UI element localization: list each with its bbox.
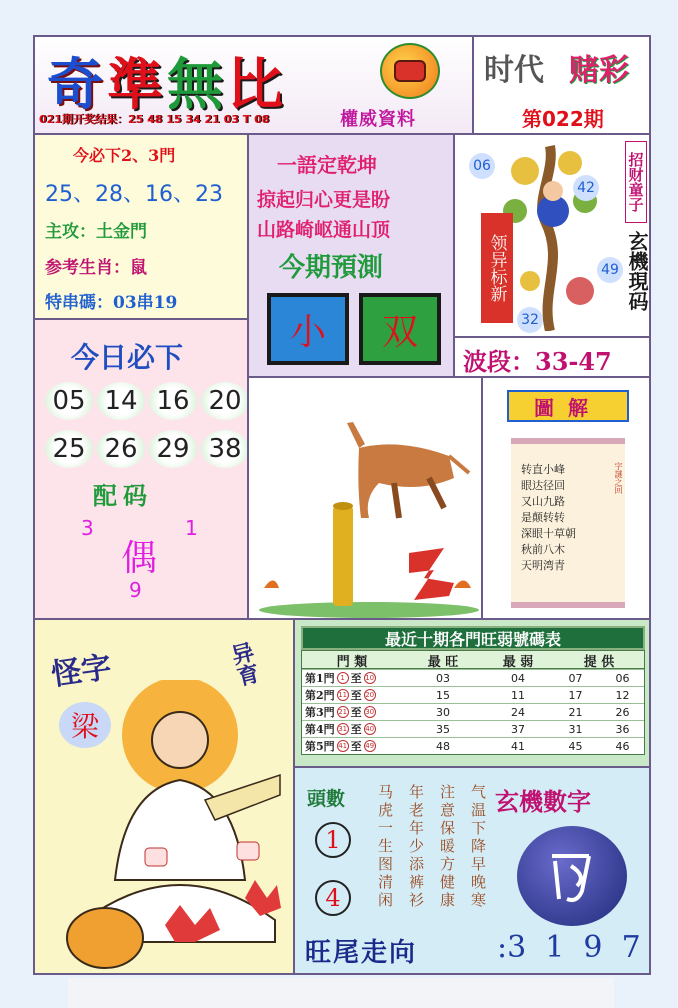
number-ball: 14: [97, 382, 145, 420]
gate-cell: [302, 670, 402, 686]
cold-number: 24: [511, 705, 525, 719]
match-digit-c: 9: [129, 578, 142, 602]
title-char-4: 比: [227, 52, 283, 118]
tail-digits: :3 1 9 7: [497, 930, 641, 965]
scroll-paper: [511, 438, 625, 608]
bottom-strip: [68, 978, 614, 1008]
forecast-box-size: 小: [267, 293, 349, 365]
gate-label: 第2門: [305, 689, 335, 702]
range-to-word: 至: [350, 689, 362, 702]
poem-col: 注意保暖方健康: [438, 784, 456, 910]
provide-number: 36: [615, 722, 630, 736]
header-main: [33, 35, 474, 135]
number-ball: 20: [201, 382, 249, 420]
range-to: 40: [365, 725, 375, 733]
provide-number: 31: [568, 722, 583, 736]
ball-42: 42: [573, 175, 599, 201]
right-title-b: 赌彩: [569, 53, 629, 88]
gate-label: 第3門: [305, 706, 335, 719]
table-row: [302, 686, 644, 703]
table-row: [302, 669, 644, 686]
hot-number: 35: [436, 722, 450, 736]
scroll-line: 秋前八木: [521, 543, 565, 556]
tip-line-4: 参考生肖：鼠: [45, 258, 147, 278]
tail-label: 旺尾走向: [305, 938, 418, 968]
gate-label: 第1門: [305, 672, 335, 685]
hot-number: 30: [436, 705, 450, 719]
scroll-line: 眼达径回: [521, 479, 565, 492]
fist-emblem-icon: [380, 43, 440, 99]
table-title: 最近十期各門旺弱號碼表: [301, 626, 645, 650]
mystic-number-title: 玄機數字: [495, 787, 591, 816]
must-panel: [33, 318, 249, 620]
header-right: [472, 35, 651, 135]
provide-number: 07: [568, 671, 583, 685]
col-provide-header: 提 供: [583, 655, 615, 670]
subtitle: 權威資料: [340, 109, 416, 130]
range-from: 1: [337, 672, 349, 684]
fortune-boy-title: 招财童子: [625, 141, 647, 223]
range-to-word: 至: [350, 706, 362, 719]
table-body: [302, 669, 644, 754]
number-ball: 05: [45, 382, 93, 420]
range-to: 20: [365, 691, 375, 699]
provide-cell: [552, 672, 646, 685]
col-gate-header: 門 類: [336, 655, 368, 670]
range-to-word: 至: [350, 723, 362, 736]
provide-number: 17: [568, 688, 583, 702]
table-panel: [293, 618, 651, 768]
main-title: [47, 41, 283, 121]
result-line: 021期开奖结果：25 48 15 34 21 03 T 08: [39, 113, 270, 126]
boy-panel: [453, 133, 651, 338]
scroll-line: 深眼十草朝: [521, 527, 576, 540]
gate-table: [301, 650, 645, 755]
range-to-word: 至: [350, 672, 362, 685]
range-from: 41: [338, 742, 348, 750]
provide-number: 46: [615, 739, 630, 753]
gate-cell: [302, 738, 402, 754]
right-title-a: 时代: [484, 53, 544, 88]
weird-char-title: 怪字: [49, 649, 114, 693]
tips-panel: [33, 133, 249, 320]
number-ball: 29: [149, 430, 197, 468]
range-to: 49: [365, 742, 375, 750]
provide-number: 21: [568, 705, 583, 719]
number-grid: [45, 382, 243, 468]
bottom-panel: [293, 766, 651, 975]
novel-tag: 领异标新: [481, 213, 513, 323]
number-ball: 25: [45, 430, 93, 468]
table-row: [302, 703, 644, 720]
riddle-panel: [247, 133, 455, 378]
tip-line-2: 25、28、16、23: [45, 182, 223, 207]
hot-number: 03: [436, 671, 450, 685]
riddle-title: 一語定乾坤: [277, 153, 377, 177]
gate-label: 第4門: [305, 723, 335, 736]
monk-panel: [33, 618, 295, 975]
must-title: 今日必下: [71, 341, 184, 374]
riddle-line-1: 掠起归心更是盼: [257, 189, 391, 211]
forecast-box-parity: 双: [359, 293, 441, 365]
scroll-line: 又山九路: [521, 495, 565, 508]
donkey-panel: [247, 376, 483, 620]
poem-block: [375, 784, 489, 910]
provide-number: 06: [615, 671, 630, 685]
poem-col: 马虎一生图清闲: [376, 784, 394, 910]
ball-32: 32: [517, 307, 543, 333]
cold-number: 11: [511, 688, 525, 702]
match-title: 配码: [93, 481, 153, 510]
provide-cell: [552, 689, 646, 702]
match-big-char: 偶: [121, 538, 158, 579]
weird-char-badge: 梁: [59, 702, 111, 748]
head-digit-1: 1: [315, 822, 351, 858]
scroll-title: 圖解: [507, 390, 629, 422]
title-char-1: 奇: [47, 52, 103, 118]
col-cold-header: 最 弱: [502, 655, 534, 670]
tip-line-1: 今必下2、3門: [73, 146, 176, 165]
provide-number: 12: [615, 688, 630, 702]
number-ball: 26: [97, 430, 145, 468]
ball-06: 06: [469, 153, 495, 179]
provide-cell: [552, 723, 646, 736]
scroll-panel: [481, 376, 651, 620]
provide-cell: [552, 740, 646, 753]
head-label: 頭數: [307, 788, 346, 810]
number-ball: 16: [149, 382, 197, 420]
number-ball: 38: [201, 430, 249, 468]
range-to: 30: [365, 708, 375, 716]
wave-band: 波段：33-47: [453, 336, 651, 378]
table-row: [302, 737, 644, 754]
match-digit-a: 3: [81, 516, 94, 540]
scroll-line: 转直小峰: [521, 463, 565, 476]
scroll-line: 是颠转转: [521, 511, 565, 524]
scroll-side-note: 字謎之回: [614, 462, 623, 494]
col-hot-header: 最 旺: [427, 655, 459, 670]
ball-49: 49: [597, 257, 623, 283]
tip-line-3: 主攻：土金門: [45, 222, 147, 242]
cold-number: 04: [511, 671, 525, 685]
scroll-line: 天明湾青: [521, 559, 565, 572]
head-digit-2: 4: [315, 880, 351, 916]
hot-number: 15: [436, 688, 450, 702]
weird-char-title-right: 异育: [226, 639, 262, 689]
donkey-illustration: [249, 378, 481, 618]
range-from: 21: [338, 708, 348, 716]
tip-line-5: 特串碼：03串19: [45, 293, 178, 313]
mystic-code-vertical: 玄機現码: [625, 231, 649, 311]
gate-cell: [302, 687, 402, 703]
range-to: 10: [365, 674, 375, 682]
provide-number: 26: [615, 705, 630, 719]
title-char-3: 無: [167, 52, 223, 118]
table-row: [302, 720, 644, 737]
hot-number: 48: [436, 739, 450, 753]
range-from: 31: [338, 725, 348, 733]
match-digit-b: 1: [185, 516, 198, 540]
cold-number: 37: [511, 722, 525, 736]
cold-number: 41: [511, 739, 525, 753]
range-to-word: 至: [350, 740, 362, 753]
range-from: 11: [338, 691, 348, 699]
poem-col: 年老年少添裤衫: [407, 784, 425, 910]
provide-cell: [552, 706, 646, 719]
provide-number: 45: [568, 739, 583, 753]
forecast-label: 今期預測: [279, 253, 384, 283]
poem-col: 气温下降早晚寒: [469, 784, 487, 910]
monk-illustration: [55, 680, 285, 970]
mystic-glyph-icon: [537, 841, 607, 911]
mystic-number-disc: [517, 826, 627, 926]
gate-cell: [302, 704, 402, 720]
issue-number: 第022期: [522, 107, 604, 131]
gate-label: 第5門: [305, 740, 335, 753]
riddle-line-2: 山路崎岖通山顶: [257, 219, 391, 241]
title-char-2: 準: [107, 52, 163, 118]
gate-cell: [302, 721, 402, 737]
